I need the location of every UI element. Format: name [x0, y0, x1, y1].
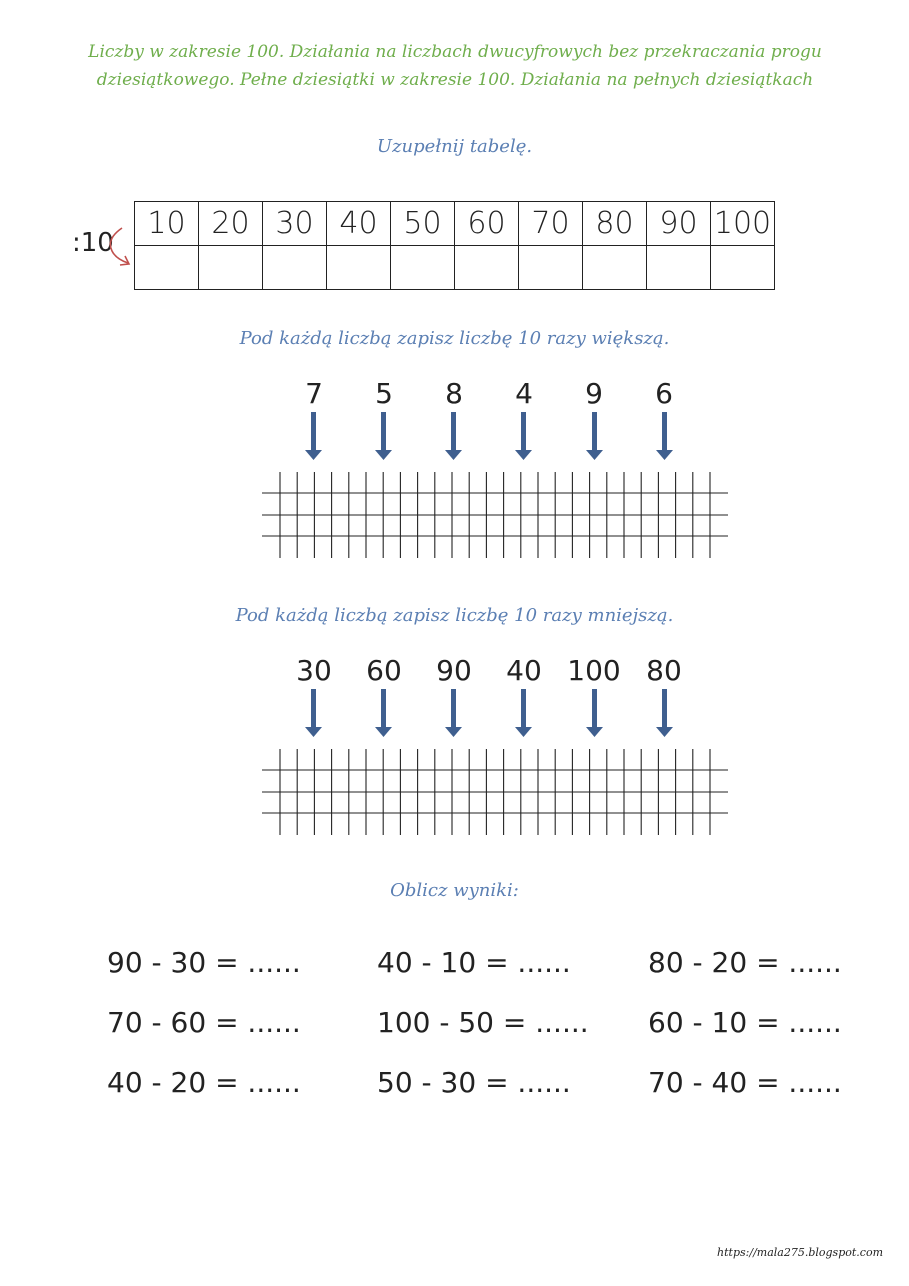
- equation: 40 - 20 = ......: [107, 1066, 301, 1099]
- table-cell: 80: [583, 202, 647, 246]
- down-arrow-icon: [445, 412, 462, 460]
- table-row-values: [135, 202, 775, 246]
- number-label: 7: [305, 377, 323, 410]
- answer-cell[interactable]: [711, 246, 775, 290]
- answer-cell[interactable]: [519, 246, 583, 290]
- title-line-2: dziesiątkowego. Pełne dziesiątki w zakresie 100. Działania na pełnych dziesiątkach: [96, 70, 814, 90]
- equation: 90 - 30 = ......: [107, 946, 301, 979]
- number-label: 4: [515, 377, 533, 410]
- answer-cell[interactable]: [455, 246, 519, 290]
- table-cell: 30: [263, 202, 327, 246]
- answer-cell[interactable]: [199, 246, 263, 290]
- number-label: 8: [445, 377, 463, 410]
- equation: 80 - 20 = ......: [648, 946, 842, 979]
- answer-cell[interactable]: [391, 246, 455, 290]
- table-cell: 100: [711, 202, 775, 246]
- down-arrow-icon: [586, 412, 603, 460]
- down-arrow-icon: [305, 412, 322, 460]
- number-label: 6: [655, 377, 673, 410]
- answer-cell[interactable]: [647, 246, 711, 290]
- equation: 70 - 60 = ......: [107, 1006, 301, 1039]
- number-label: 60: [366, 654, 402, 687]
- down-arrow-icon: [375, 412, 392, 460]
- section3-heading: Pod każdą liczbą zapisz liczbę 10 razy mniejszą.: [235, 605, 674, 626]
- equation: 50 - 30 = ......: [377, 1066, 571, 1099]
- answer-cell[interactable]: [135, 246, 199, 290]
- table-cell: 50: [391, 202, 455, 246]
- title-line-1: Liczby w zakresie 100. Działania na liczbach dwucyfrowych bez przekraczania progu: [88, 42, 822, 62]
- equation: 60 - 10 = ......: [648, 1006, 842, 1039]
- section2-heading: Pod każdą liczbą zapisz liczbę 10 razy większą.: [239, 328, 670, 349]
- down-arrow-icon: [445, 689, 462, 737]
- equation: 100 - 50 = ......: [377, 1006, 589, 1039]
- table-cell: 40: [327, 202, 391, 246]
- answer-cell[interactable]: [583, 246, 647, 290]
- curved-arrow-icon: [104, 225, 134, 269]
- answer-grid-2[interactable]: [262, 749, 728, 835]
- number-label: 100: [567, 654, 621, 687]
- down-arrow-icon: [305, 689, 322, 737]
- footer-url: https://mala275.blogspot.com: [717, 1246, 883, 1259]
- arrow-row: [0, 685, 909, 739]
- down-arrow-icon: [656, 412, 673, 460]
- table-cell: 20: [199, 202, 263, 246]
- number-label: 9: [585, 377, 603, 410]
- table-cell: 90: [647, 202, 711, 246]
- down-arrow-icon: [656, 689, 673, 737]
- table-cell: 10: [135, 202, 199, 246]
- number-label: 5: [375, 377, 393, 410]
- number-label: 40: [506, 654, 542, 687]
- equation: 40 - 10 = ......: [377, 946, 571, 979]
- number-label: 80: [646, 654, 682, 687]
- equation: 70 - 40 = ......: [648, 1066, 842, 1099]
- answer-cell[interactable]: [263, 246, 327, 290]
- section1-heading: Uzupełnij tabelę.: [376, 136, 533, 157]
- table-cell: 60: [455, 202, 519, 246]
- answer-cell[interactable]: [327, 246, 391, 290]
- number-label: 30: [296, 654, 332, 687]
- divide-by-ten-label: :10: [72, 228, 114, 258]
- answer-grid-1[interactable]: [262, 472, 728, 558]
- section4-heading: Oblicz wyniki:: [390, 880, 519, 901]
- down-arrow-icon: [375, 689, 392, 737]
- down-arrow-icon: [586, 689, 603, 737]
- worksheet-title: [80, 38, 830, 94]
- table-row-answers: [135, 246, 775, 290]
- down-arrow-icon: [515, 689, 532, 737]
- arrow-row: [0, 408, 909, 462]
- table-cell: 70: [519, 202, 583, 246]
- number-label: 90: [436, 654, 472, 687]
- tens-table: [134, 201, 775, 290]
- down-arrow-icon: [515, 412, 532, 460]
